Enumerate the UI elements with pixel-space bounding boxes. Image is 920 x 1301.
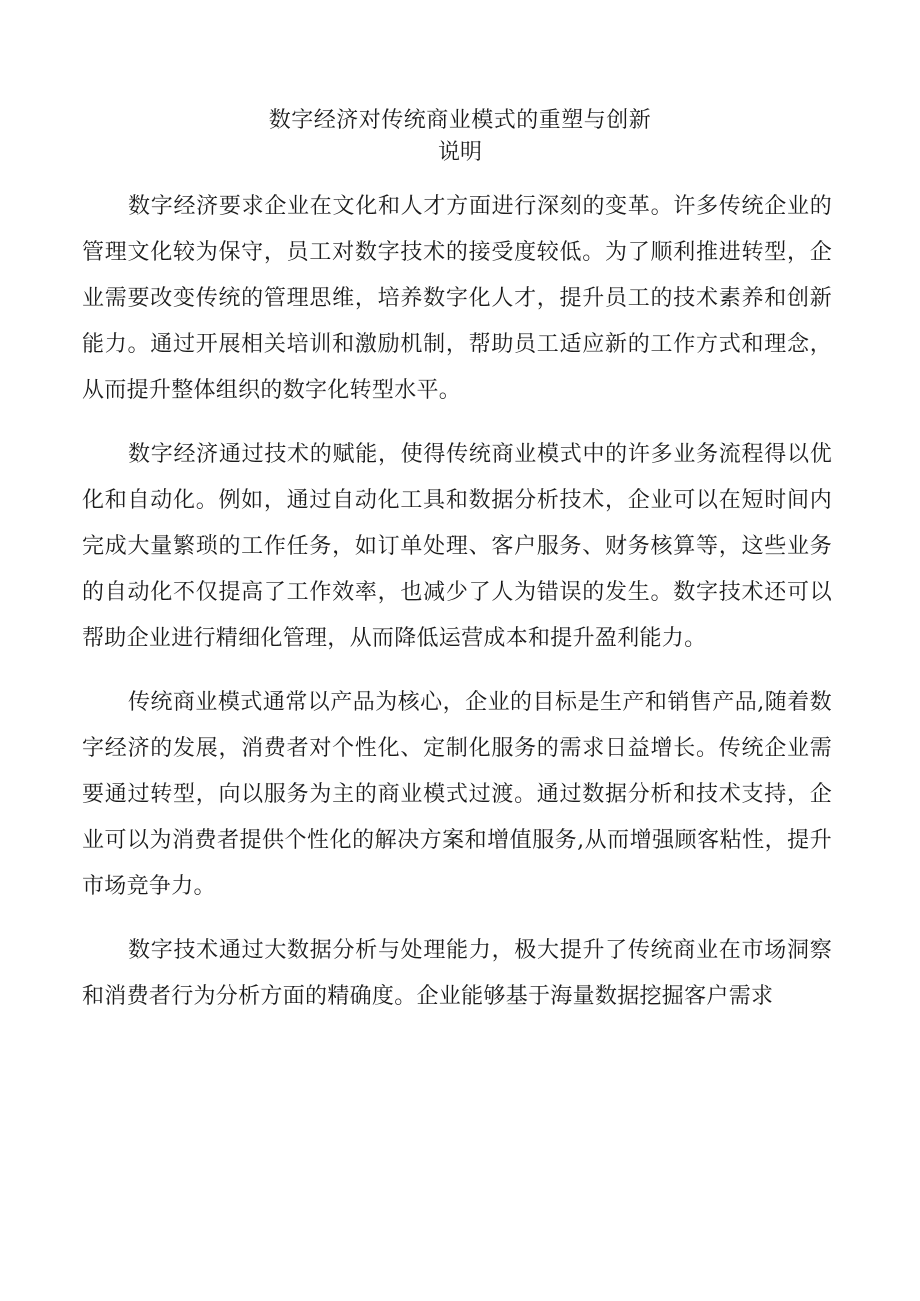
- document-subtitle: 说明: [437, 140, 482, 165]
- document-title: 数字经济对传统商业模式的重塑与创新: [268, 108, 652, 133]
- paragraph: 数字经济要求企业在文化和人才方面进行深刻的变革。许多传统企业的管理文化较为保守，员工对数字技术的接受度较低。为了顺利推进转型，企业需要改变传统的管理思维，培养数字化人才，提升员工的技术素养和创新能力。通过开展相关培训和激励机制，帮助员工适应新的工作方式和理念，从而提升整体组织的数字化转型水平。: [82, 194, 832, 403]
- paragraph: 数字经济通过技术的赋能，使得传统商业模式中的许多业务流程得以优化和自动化。例如，通过自动化工具和数据分析技术，企业可以在短时间内完成大量繁琐的工作任务，如订单处理、客户服务、财务核算等，这些业务的自动化不仅提高了工作效率，也减少了人为错误的发生。数字技术还可以帮助企业进行精细化管理，从而降低运营成本和提升盈利能力。: [82, 442, 832, 651]
- paragraph: 数字技术通过大数据分析与处理能力，极大提升了传统商业在市场洞察和消费者行为分析方面的精确度。企业能够基于海量数据挖掘客户需求: [82, 938, 832, 1009]
- document-body: [82, 184, 832, 1038]
- paragraph: 传统商业模式通常以产品为核心，企业的目标是生产和销售产品,随着数字经济的发展，消费者对个性化、定制化服务的需求日益增长。传统企业需要通过转型，向以服务为主的商业模式过渡。通过数据分析和技术支持，企业可以为消费者提供个性化的解决方案和增值服务,从而增强顾客粘性，提升市场竞争力。: [82, 690, 832, 899]
